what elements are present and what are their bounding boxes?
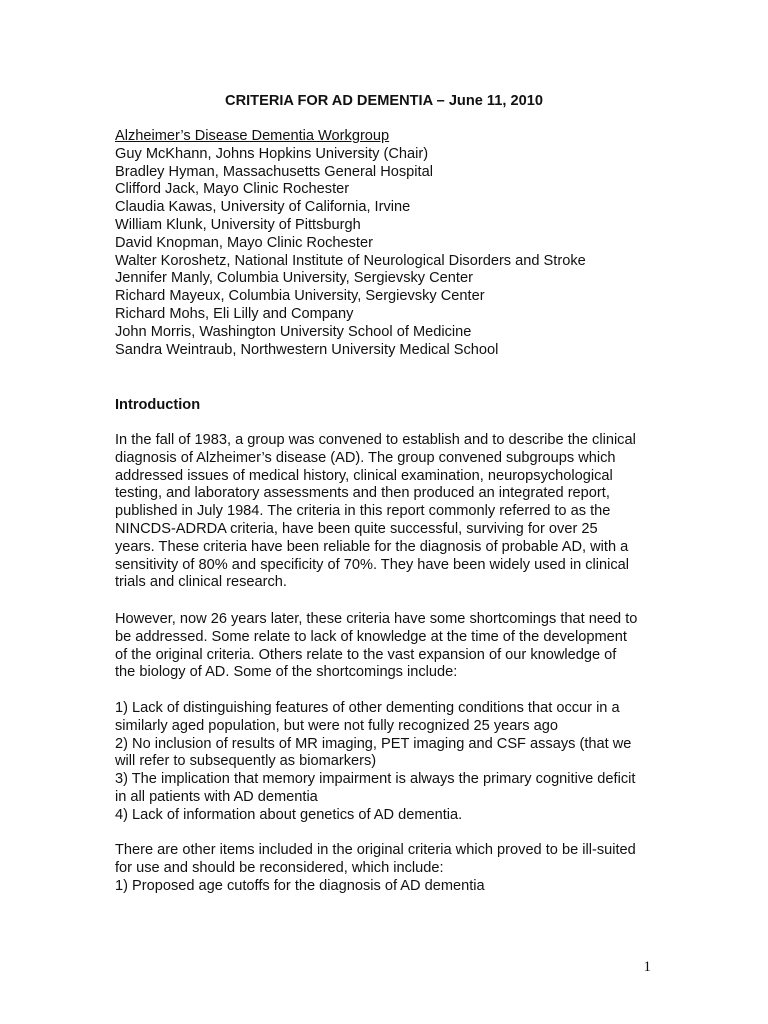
introduction-heading-block	[115, 397, 660, 415]
workgroup-member: William Klunk, University of Pittsburgh	[115, 216, 361, 233]
paragraph-line: sensitivity of 80% and specificity of 70%. They have been widely used in clinical	[115, 556, 630, 573]
workgroup-member: Walter Koroshetz, National Institute of Neurological Disorders and Stroke	[115, 252, 586, 269]
workgroup-heading: Alzheimer’s Disease Dementia Workgroup	[115, 128, 390, 144]
list-item-line: 3) The implication that memory impairment is always the primary cognitive deficit	[115, 771, 636, 788]
workgroup-member: Claudia Kawas, University of California, Irvine	[115, 199, 411, 216]
list-item-line: similarly aged population, but were not fully recognized 25 years ago	[115, 717, 558, 734]
introduction-paragraph-3	[115, 842, 660, 895]
list-item-line: 1) Lack of distinguishing features of other dementing conditions that occur in a	[115, 700, 620, 716]
list-item-line: 4) Lack of information about genetics of AD dementia.	[115, 806, 463, 823]
list-item-line: 2) No inclusion of results of MR imaging, PET imaging and CSF assays (that we	[115, 735, 632, 752]
paragraph-line: of the original criteria. Others relate to the vast expansion of our knowledge of	[115, 646, 617, 663]
workgroup-member: Clifford Jack, Mayo Clinic Rochester	[115, 181, 350, 198]
workgroup-section	[115, 128, 660, 359]
paragraph-line: There are other items included in the original criteria which proved to be ill-suited	[115, 842, 636, 858]
paragraph-line: In the fall of 1983, a group was convened to establish and to describe the clinical	[115, 432, 636, 448]
paragraph-line: 1) Proposed age cutoffs for the diagnosis of AD dementia	[115, 877, 485, 894]
list-item-line: in all patients with AD dementia	[115, 788, 318, 805]
document-title: CRITERIA FOR AD DEMENTIA – June 11, 2010	[225, 93, 543, 109]
paragraph-line: years. These criteria have been reliable for the diagnosis of probable AD, with a	[115, 538, 629, 555]
introduction-heading: Introduction	[115, 397, 201, 413]
paragraph-line: the biology of AD. Some of the shortcomings include:	[115, 664, 458, 681]
paragraph-line: NINCDS-ADRDA criteria, have been quite successful, surviving for over 25	[115, 520, 598, 537]
workgroup-member: Guy McKhann, Johns Hopkins University (Chair)	[115, 145, 429, 162]
paragraph-line: be addressed. Some relate to lack of knowledge at the time of the development	[115, 628, 627, 645]
paragraph-line: for use and should be reconsidered, which include:	[115, 859, 444, 876]
paragraph-line: addressed issues of medical history, clinical examination, neuropsychological	[115, 467, 613, 484]
workgroup-member: John Morris, Washington University School of Medicine	[115, 323, 472, 340]
workgroup-member: Richard Mohs, Eli Lilly and Company	[115, 305, 354, 322]
workgroup-member: Bradley Hyman, Massachusetts General Hospital	[115, 163, 433, 180]
shortcomings-list	[115, 700, 660, 825]
introduction-paragraph-2	[115, 611, 660, 682]
paragraph-line: However, now 26 years later, these criteria have some shortcomings that need to	[115, 611, 638, 627]
workgroup-member: David Knopman, Mayo Clinic Rochester	[115, 234, 373, 251]
workgroup-member: Jennifer Manly, Columbia University, Sergievsky Center	[115, 270, 473, 287]
introduction-paragraph-1	[115, 432, 660, 592]
list-item-line: will refer to subsequently as biomarkers)	[115, 753, 377, 770]
paragraph-line: testing, and laboratory assessments and then produced an integrated report,	[115, 485, 610, 502]
page-number: 1	[643, 959, 651, 975]
workgroup-member: Sandra Weintraub, Northwestern University Medical School	[115, 341, 499, 358]
paragraph-line: trials and clinical research.	[115, 574, 287, 591]
paragraph-line: diagnosis of Alzheimer’s disease (AD). The group convened subgroups which	[115, 449, 616, 466]
workgroup-member: Richard Mayeux, Columbia University, Sergievsky Center	[115, 288, 485, 305]
paragraph-line: published in July 1984. The criteria in this report commonly referred to as the	[115, 503, 611, 520]
